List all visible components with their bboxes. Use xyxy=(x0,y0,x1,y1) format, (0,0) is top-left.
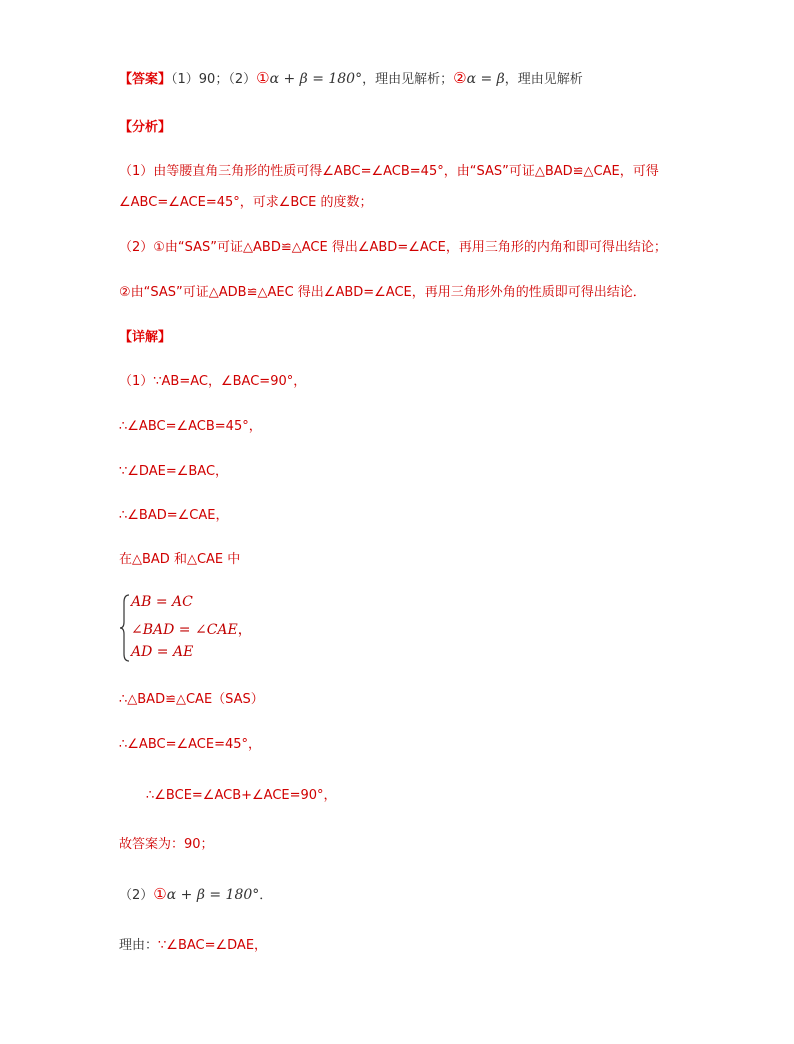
answer-formula-2: α = β xyxy=(466,71,505,87)
reason-label: 理由： xyxy=(119,938,159,953)
detail-tag: 【详解】 xyxy=(119,330,172,345)
detail-step-10-prefix: （2） xyxy=(119,888,154,903)
analysis-line-1: （1）由等腰直角三角形的性质可得∠ABC=∠ACB=45°，由“SAS”可证△BAD≌△CAE，可得 xyxy=(119,164,659,179)
detail-step-4: ∴∠BAD=∠CAE， xyxy=(119,508,229,523)
detail-formula: α + β = 180° xyxy=(166,887,260,903)
answer-formula-1: α + β = 180° xyxy=(269,71,363,87)
detail-step-1: （1）∵AB=AC，∠BAC=90°， xyxy=(119,374,307,389)
detail-step-11 xyxy=(119,936,267,956)
detail-step-7: ∴∠ABC=∠ACE=45°， xyxy=(119,737,262,752)
detail-step-3: ∵∠DAE=∠BAC， xyxy=(119,464,229,479)
answer-reason-2: ，理由见解析 xyxy=(504,72,583,87)
detail-step-5: 在△BAD 和△CAE 中 xyxy=(119,552,241,567)
detail-step-6: ∴△BAD≌△CAE（SAS） xyxy=(119,692,264,707)
equation-row-1: AB = AC xyxy=(131,594,193,610)
circled-one: ① xyxy=(256,69,270,87)
detail-step-2: ∴∠ABC=∠ACB=45°， xyxy=(119,419,262,434)
equation-row-3: AD = AE xyxy=(131,644,194,660)
answer-line xyxy=(119,68,583,90)
detail-step-8: ∴∠BCE=∠ACB+∠ACE=90°， xyxy=(146,788,337,803)
answer-reason-1: ，理由见解析； xyxy=(362,72,454,87)
detail-circled-one: ① xyxy=(153,885,167,903)
equation-system xyxy=(119,594,319,664)
detail-step-9: 故答案为：90； xyxy=(119,837,214,852)
detail-step-10 xyxy=(119,884,272,906)
analysis-line-3 xyxy=(119,238,667,258)
circled-two: ② xyxy=(453,69,467,87)
answer-part1: （1）90；（2） xyxy=(171,72,257,87)
detail-step-10-end: ． xyxy=(259,888,273,903)
analysis-tag: 【分析】 xyxy=(119,120,172,135)
left-brace-icon xyxy=(119,594,131,662)
answer-tag: 【答案】 xyxy=(119,72,172,87)
equation-row-2 xyxy=(131,619,252,639)
equation-row-2-text: ∠BAD = ∠CAE xyxy=(131,622,238,638)
analysis-line-2: ∠ABC=∠ACE=45°，可求∠BCE 的度数； xyxy=(119,195,373,210)
analysis-line-3-prefix: （2） xyxy=(119,240,154,255)
analysis-line-4: ②由“SAS”可证△ADB≌△AEC 得出∠ABD=∠ACE，再用三角形外角的性质即可得出结论． xyxy=(119,285,646,300)
equation-row-2-tail: ， xyxy=(237,622,252,638)
analysis-line-3-body: ①由“SAS”可证△ABD≌△ACE 得出∠ABD=∠ACE，再用三角形的内角和即可得出结论； xyxy=(153,240,667,255)
reason-text: ∵∠BAC=∠DAE， xyxy=(158,938,268,953)
